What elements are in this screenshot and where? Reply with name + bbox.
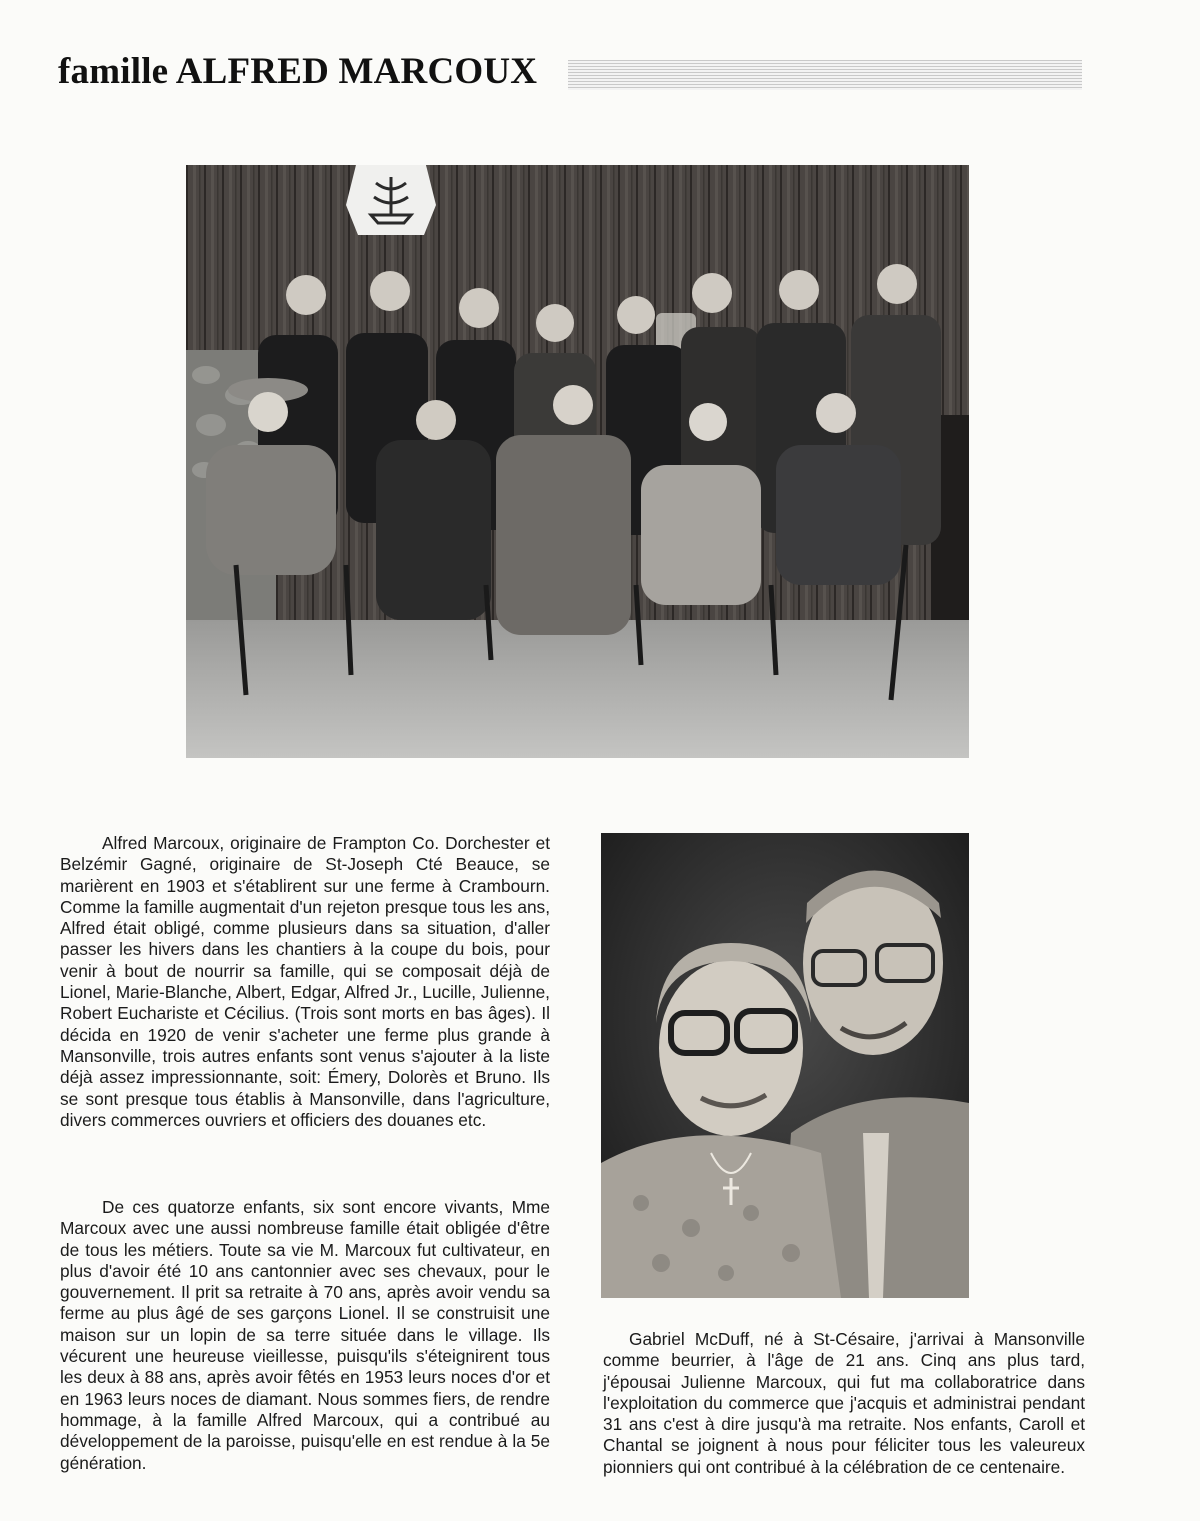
article-paragraph-3: Gabriel McDuff, né à St-Césaire, j'arrivai à Mansonville comme beurrier, à l'âge de 21 ans. Cinq ans plus tard, j'épousai Julienne Marcoux, qui fut ma collaboratrice dans l'exploitation du commerce que j'acquis et administrai pendant 31 ans c'est à dire jusqu'à ma retraite. Nos enfants, Caroll et Chantal se joignent à nous pour féliciter tous les valeureux pionniers qui ont contribué à la célébration de ce centenaire. <box>603 1329 1085 1477</box>
group-photo <box>186 165 969 758</box>
page-title: famille ALFRED MARCOUX <box>58 51 538 92</box>
title-rule <box>568 60 1082 90</box>
couple-portrait-photo <box>601 833 969 1298</box>
article-paragraph-1: Alfred Marcoux, originaire de Frampton Co. Dorchester et Belzémir Gagné, originaire de St-Joseph Cté Beauce, se marièrent en 1903 et s'établirent sur une ferme à Crambourn. Comme la famille augmentait d'un rejeton presque tous les ans, Alfred était obligé, comme plusieurs dans sa situation, d'aller passer les hivers dans les chantiers à la coupe du bois, pour venir à bout de nourrir sa famille, qui se composait déjà de Lionel, Marie-Blanche, Albert, Edgar, Alfred Jr., Lucille, Julienne, Robert Euchariste et Cécilius. (Trois sont morts en bas âges). Il décida en 1920 de venir s'acheter une ferme plus grande à Mansonville, trois autres enfants sont venus s'ajouter à la liste déjà assez impressionnante, soit: Émery, Dolorès et Bruno. Ils se sont presque tous établis à Mansonville, dans l'agriculture, divers commerces ouvriers et officiers des douanes etc. <box>60 833 550 1130</box>
couple-portrait-icon <box>601 833 969 1298</box>
group-photo-icon <box>186 165 969 758</box>
article-paragraph-2: De ces quatorze enfants, six sont encore vivants, Mme Marcoux avec une aussi nombreuse famille était obligée d'être de tous les métiers. Toute sa vie M. Marcoux fut cultivateur, en plus d'avoir été 10 ans cantonnier avec ses chevaux, pour le gouvernement. Il prit sa retraite à 70 ans, après avoir vendu sa ferme au plus âgé de ses garçons Lionel. Il se construisit une maison sur un lopin de sa terre située dans le village. Ils vécurent une heureuse vieillesse, puisqu'ils s'éteignirent tous les deux à 88 ans, après avoir fêtés en 1953 leurs noces d'or et en 1963 leurs noces de diamant. Nous sommes fiers, de rendre hommage, à la famille Alfred Marcoux, qui a contribué au développement de la paroisse, puisqu'elle en est rendue à la 5e génération. <box>60 1197 550 1473</box>
